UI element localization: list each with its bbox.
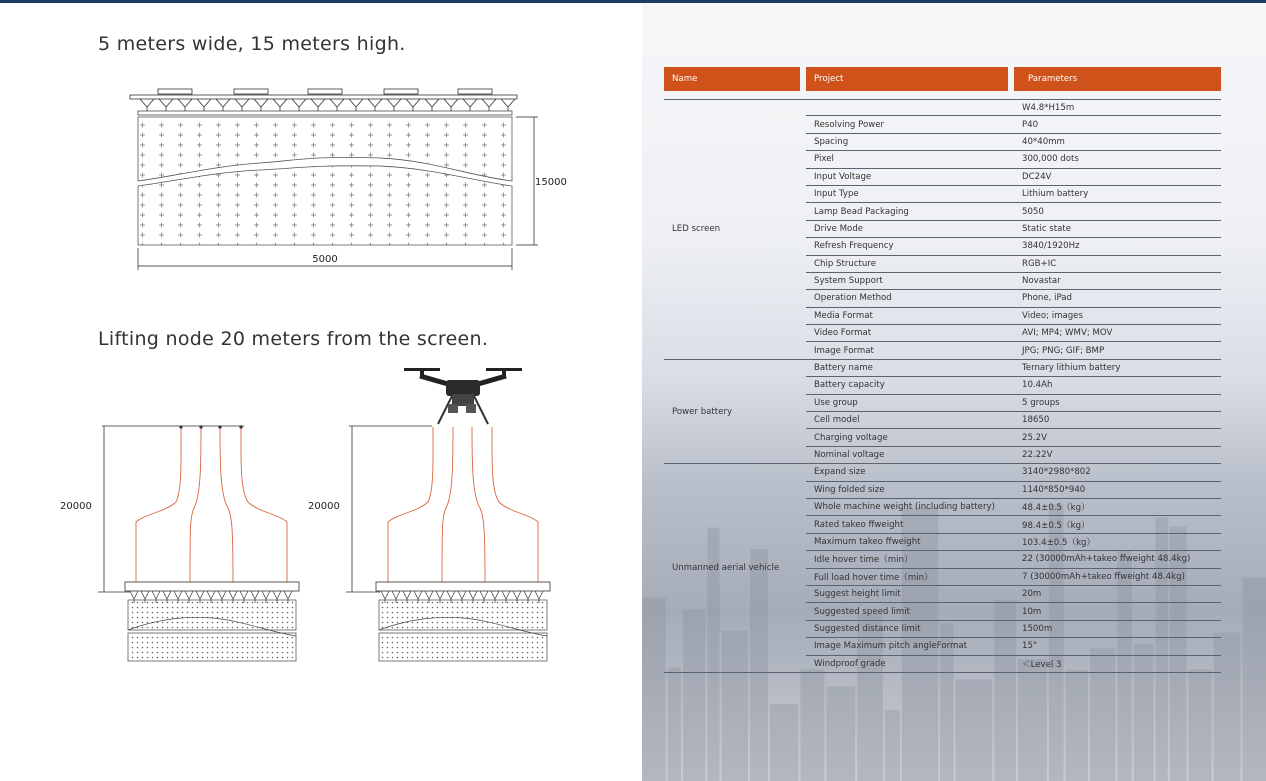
spec-parameter-cell: AVI; MP4; WMV; MOV [1014, 325, 1221, 342]
spec-parameter-cell: JPG; PNG; GIF; BMP [1014, 342, 1221, 359]
spec-parameter-cell: Novastar [1014, 273, 1221, 290]
spec-parameter-cell: 10m [1014, 603, 1221, 620]
heading-lifting-node: Lifting node 20 meters from the screen. [98, 328, 489, 350]
spec-project-cell: Full load hover time（min） [806, 569, 1014, 586]
spec-parameter-cell: Phone, iPad [1014, 290, 1221, 307]
spec-project-cell: Maximum takeo ffweight [806, 534, 1014, 551]
spec-parameter-cell: 22.22V [1014, 447, 1221, 464]
spec-parameter-cell: 25.2V [1014, 429, 1221, 446]
spec-project-cell: Suggested distance limit [806, 621, 1014, 638]
spec-project-cell: Media Format [806, 308, 1014, 325]
spec-project-cell: Windproof grade [806, 656, 1014, 673]
spec-project-cell: Drive Mode [806, 221, 1014, 238]
spec-project-cell: Expand size [806, 464, 1014, 481]
spec-project-cell: Video Format [806, 325, 1014, 342]
spec-project-cell: Nominal voltage [806, 447, 1014, 464]
height-dimension-label: 15000 [535, 177, 567, 188]
spec-project-cell: Lamp Bead Packaging [806, 203, 1014, 220]
spec-project-cell: Refresh Frequency [806, 238, 1014, 255]
spec-parameter-cell: Video; images [1014, 308, 1221, 325]
spec-project-cell: Idle hover time（min） [806, 551, 1014, 568]
spec-project-cell: Input Voltage [806, 169, 1014, 186]
spec-project-cell: Image Maximum pitch angleFormat [806, 638, 1014, 655]
spec-parameter-cell: RGB+IC [1014, 256, 1221, 273]
spec-project-cell: Input Type [806, 186, 1014, 203]
spec-parameter-cell: 300,000 dots [1014, 151, 1221, 168]
screen-elevation-diagram [130, 89, 567, 270]
spec-parameter-cell: 1140*850*940 [1014, 482, 1221, 499]
spec-row [664, 99, 1221, 116]
spec-project-cell: Suggest height limit [806, 586, 1014, 603]
spec-project-cell: System Support [806, 273, 1014, 290]
width-dimension-label: 5000 [312, 254, 338, 265]
spec-parameter-cell: 98.4±0.5（kg） [1014, 516, 1221, 533]
header-name: Name [664, 67, 806, 91]
right-height-label: 20000 [308, 501, 340, 512]
spec-group-name: Unmanned aerial vehicle [664, 464, 806, 673]
left-height-label: 20000 [60, 501, 92, 512]
spec-parameter-cell: 18650 [1014, 412, 1221, 429]
header-project: Project [806, 67, 1014, 91]
spec-group-name: LED screen [664, 99, 806, 360]
spec-parameter-cell: 40*40mm [1014, 134, 1221, 151]
spec-project-cell: Image Format [806, 342, 1014, 359]
spec-project-cell [806, 99, 1014, 116]
spec-parameter-cell: 3140*2980*802 [1014, 464, 1221, 481]
spec-parameter-cell: W4.8*H15m [1014, 99, 1221, 116]
drone-icon [404, 368, 522, 424]
spec-parameter-cell: 5 groups [1014, 395, 1221, 412]
spec-project-cell: Resolving Power [806, 116, 1014, 133]
spec-project-cell: Pixel [806, 151, 1014, 168]
spec-parameter-cell: 5050 [1014, 203, 1221, 220]
spec-parameter-cell: 1500m [1014, 621, 1221, 638]
spec-parameter-cell: Static state [1014, 221, 1221, 238]
spec-project-cell: Whole machine weight (including battery) [806, 499, 1014, 516]
spec-parameter-cell: 15° [1014, 638, 1221, 655]
lifting-node-diagram-left [60, 425, 299, 661]
spec-project-cell: Operation Method [806, 290, 1014, 307]
spec-project-cell: Battery name [806, 360, 1014, 377]
spec-table-header [664, 67, 1221, 91]
spec-parameter-cell: Ternary lithium battery [1014, 360, 1221, 377]
spec-project-cell: Battery capacity [806, 377, 1014, 394]
spec-parameter-cell: Lithium battery [1014, 186, 1221, 203]
spec-project-cell: Rated takeo ffweight [806, 516, 1014, 533]
spec-row [664, 360, 1221, 377]
spec-parameter-cell: ＜Level 3 [1014, 656, 1221, 673]
spec-table [664, 67, 1221, 673]
spec-project-cell: Cell model [806, 412, 1014, 429]
spec-project-cell: Spacing [806, 134, 1014, 151]
spec-project-cell: Suggested speed limit [806, 603, 1014, 620]
spec-project-cell: Wing folded size [806, 482, 1014, 499]
header-parameters: Parameters [1014, 67, 1221, 91]
spec-group-name: Power battery [664, 360, 806, 464]
lifting-drone-diagram-right [308, 368, 550, 661]
spec-project-cell: Use group [806, 395, 1014, 412]
spec-panel [642, 3, 1266, 781]
spec-project-cell: Chip Structure [806, 256, 1014, 273]
spec-parameter-cell: 20m [1014, 586, 1221, 603]
spec-parameter-cell: 22 (30000mAh+takeo ffweight 48.4kg) [1014, 551, 1221, 568]
spec-project-cell: Charging voltage [806, 429, 1014, 446]
spec-parameter-cell: DC24V [1014, 169, 1221, 186]
heading-screen-size: 5 meters wide, 15 meters high. [98, 33, 406, 55]
spec-parameter-cell: P40 [1014, 116, 1221, 133]
spec-parameter-cell: 10.4Ah [1014, 377, 1221, 394]
spec-row [664, 464, 1221, 481]
spec-parameter-cell: 103.4±0.5（kg） [1014, 534, 1221, 551]
spec-parameter-cell: 48.4±0.5（kg） [1014, 499, 1221, 516]
spec-parameter-cell: 7 (30000mAh+takeo ffweight 48.4kg) [1014, 569, 1221, 586]
spec-parameter-cell: 3840/1920Hz [1014, 238, 1221, 255]
